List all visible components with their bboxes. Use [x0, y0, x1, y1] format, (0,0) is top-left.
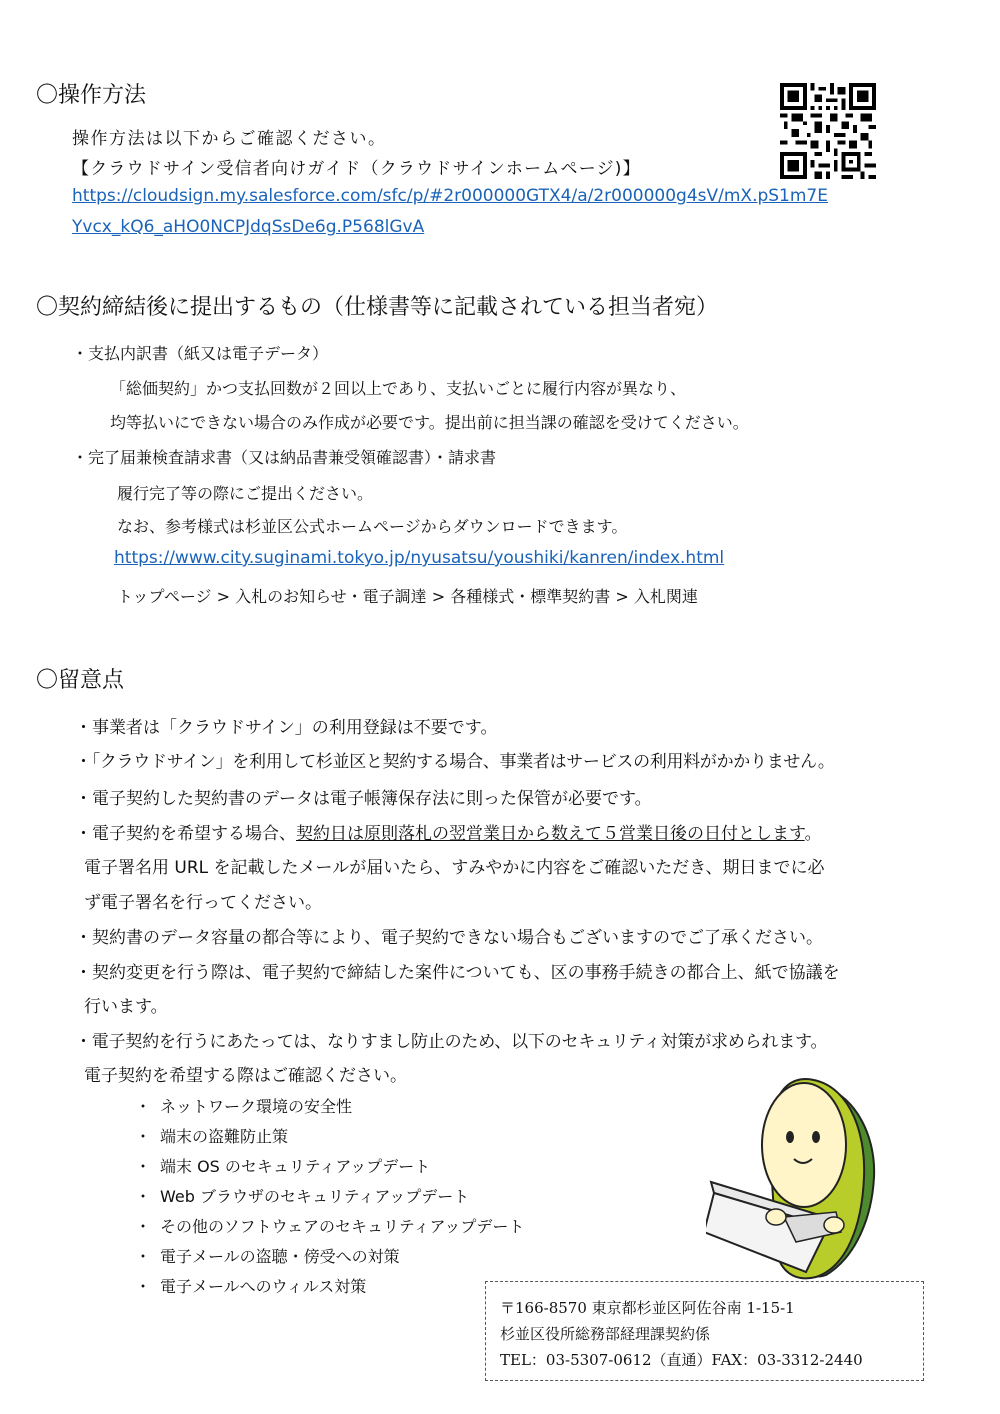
forms-link[interactable]: https://www.city.suginami.tokyo.jp/nyusatsu/youshiki/kanren/index.html	[114, 548, 725, 568]
contract-date-prefix: ・電子契約を希望する場合、	[75, 824, 296, 844]
qr-code-icon[interactable]	[780, 83, 876, 179]
guide-link-line2[interactable]: Yvcx_kQ6_aHO0NCPJdqSsDe6g.P568lGvA	[72, 217, 425, 237]
note-signature-2: ず電子署名を行ってください。	[84, 893, 322, 913]
operation-text: 操作方法は以下からご確認ください。	[72, 129, 387, 149]
bullet-mark: ・	[135, 1127, 152, 1146]
note-contract-date	[75, 819, 822, 844]
bullet-mark: ・	[135, 1247, 152, 1266]
address-postal: 〒166-8570 東京都杉並区阿佐谷南 1-15-1	[500, 1299, 795, 1317]
security-bullet-item: その他のソフトウェアのセキュリティアップデート	[160, 1217, 525, 1236]
note-signature-1: 電子署名用 URL を記載したメールが届いたら、すみやかに内容をご確認いただき、期日までに必	[84, 858, 825, 878]
address-phone: TEL：03-5307-0612（直通）FAX：03-3312-2440	[500, 1351, 863, 1369]
security-bullet-item: 電子メールの盗聴・傍受への対策	[160, 1247, 400, 1266]
security-bullet-item: ネットワーク環境の安全性	[160, 1097, 353, 1116]
note-contract-change: ・契約変更を行う際は、電子契約で締結した案件についても、区の事務手続きの都合上、紙で協議を	[75, 963, 840, 983]
security-bullet-item: 電子メールへのウィルス対策	[160, 1277, 367, 1296]
breadcrumb: トップページ > 入札のお知らせ・電子調達 > 各種様式・標準契約書 > 入札関連	[117, 587, 698, 606]
guide-link-line1[interactable]: https://cloudsign.my.salesforce.com/sfc/p/#2r000000GTX4/a/2r000000g4sV/mX.pS1m7E	[72, 186, 828, 206]
completion-text-2: なお、参考様式は杉並区公式ホームページからダウンロードできます。	[117, 517, 628, 536]
bullet-mark: ・	[135, 1187, 152, 1206]
breakdown-text-2: 均等払いにできない場合のみ作成が必要です。提出前に担当課の確認を受けてください。	[110, 413, 749, 432]
submission-item-completion: ・完了届兼検査請求書（又は納品書兼受領確認書）・請求書	[72, 448, 497, 467]
bullet-mark: ・	[135, 1217, 152, 1236]
note-contract-change-2: 行います。	[84, 997, 168, 1017]
bullet-mark: ・	[135, 1097, 152, 1116]
contact-address-box	[485, 1281, 924, 1381]
contract-date-rule: 契約日は原則落札の翌営業日から数えて５営業日後の日付とします	[296, 824, 805, 844]
address-office: 杉並区役所総務部経理課契約係	[500, 1325, 711, 1343]
submission-item-breakdown: ・支払内訳書（紙又は電子データ）	[72, 344, 329, 363]
note-data-capacity: ・契約書のデータ容量の都合等により、電子契約できない場合もございますのでご了承ください。	[75, 928, 823, 948]
security-bullet-item: Web ブラウザのセキュリティアップデート	[160, 1187, 470, 1206]
section-heading-submission: 〇契約締結後に提出するもの（仕様書等に記載されている担当者宛）	[36, 295, 719, 320]
security-bullet-item: 端末 OS のセキュリティアップデート	[160, 1157, 431, 1176]
note-security-2: 電子契約を希望する際はご確認ください。	[84, 1066, 407, 1086]
bullet-mark: ・	[135, 1157, 152, 1176]
section-heading-operation: 〇操作方法	[36, 83, 147, 108]
security-bullet-item: 端末の盗難防止策	[160, 1127, 289, 1146]
mascot-illustration	[706, 1067, 894, 1285]
section-heading-notes: 〇留意点	[36, 668, 125, 693]
note-registration: ・事業者は「クラウドサイン」の利用登録は不要です。	[75, 718, 498, 738]
bullet-mark: ・	[135, 1277, 152, 1296]
breakdown-text-1: 「総価契約」かつ支払回数が２回以上であり、支払いごとに履行内容が異なり、	[110, 379, 687, 398]
note-storage: ・電子契約した契約書のデータは電子帳簿保存法に則った保管が必要です。	[75, 789, 652, 809]
note-security: ・電子契約を行うにあたっては、なりすまし防止のため、以下のセキュリティ対策が求められます。	[75, 1032, 828, 1052]
contract-date-suffix: 。	[804, 824, 822, 844]
completion-text-1: 履行完了等の際にご提出ください。	[117, 484, 374, 503]
note-fee: ・「クラウドサイン」を利用して杉並区と契約する場合、事業者はサービスの利用料がかかりません。	[75, 752, 835, 772]
guide-title: 【クラウドサイン受信者向けガイド（クラウドサインホームページ)】	[72, 159, 641, 179]
